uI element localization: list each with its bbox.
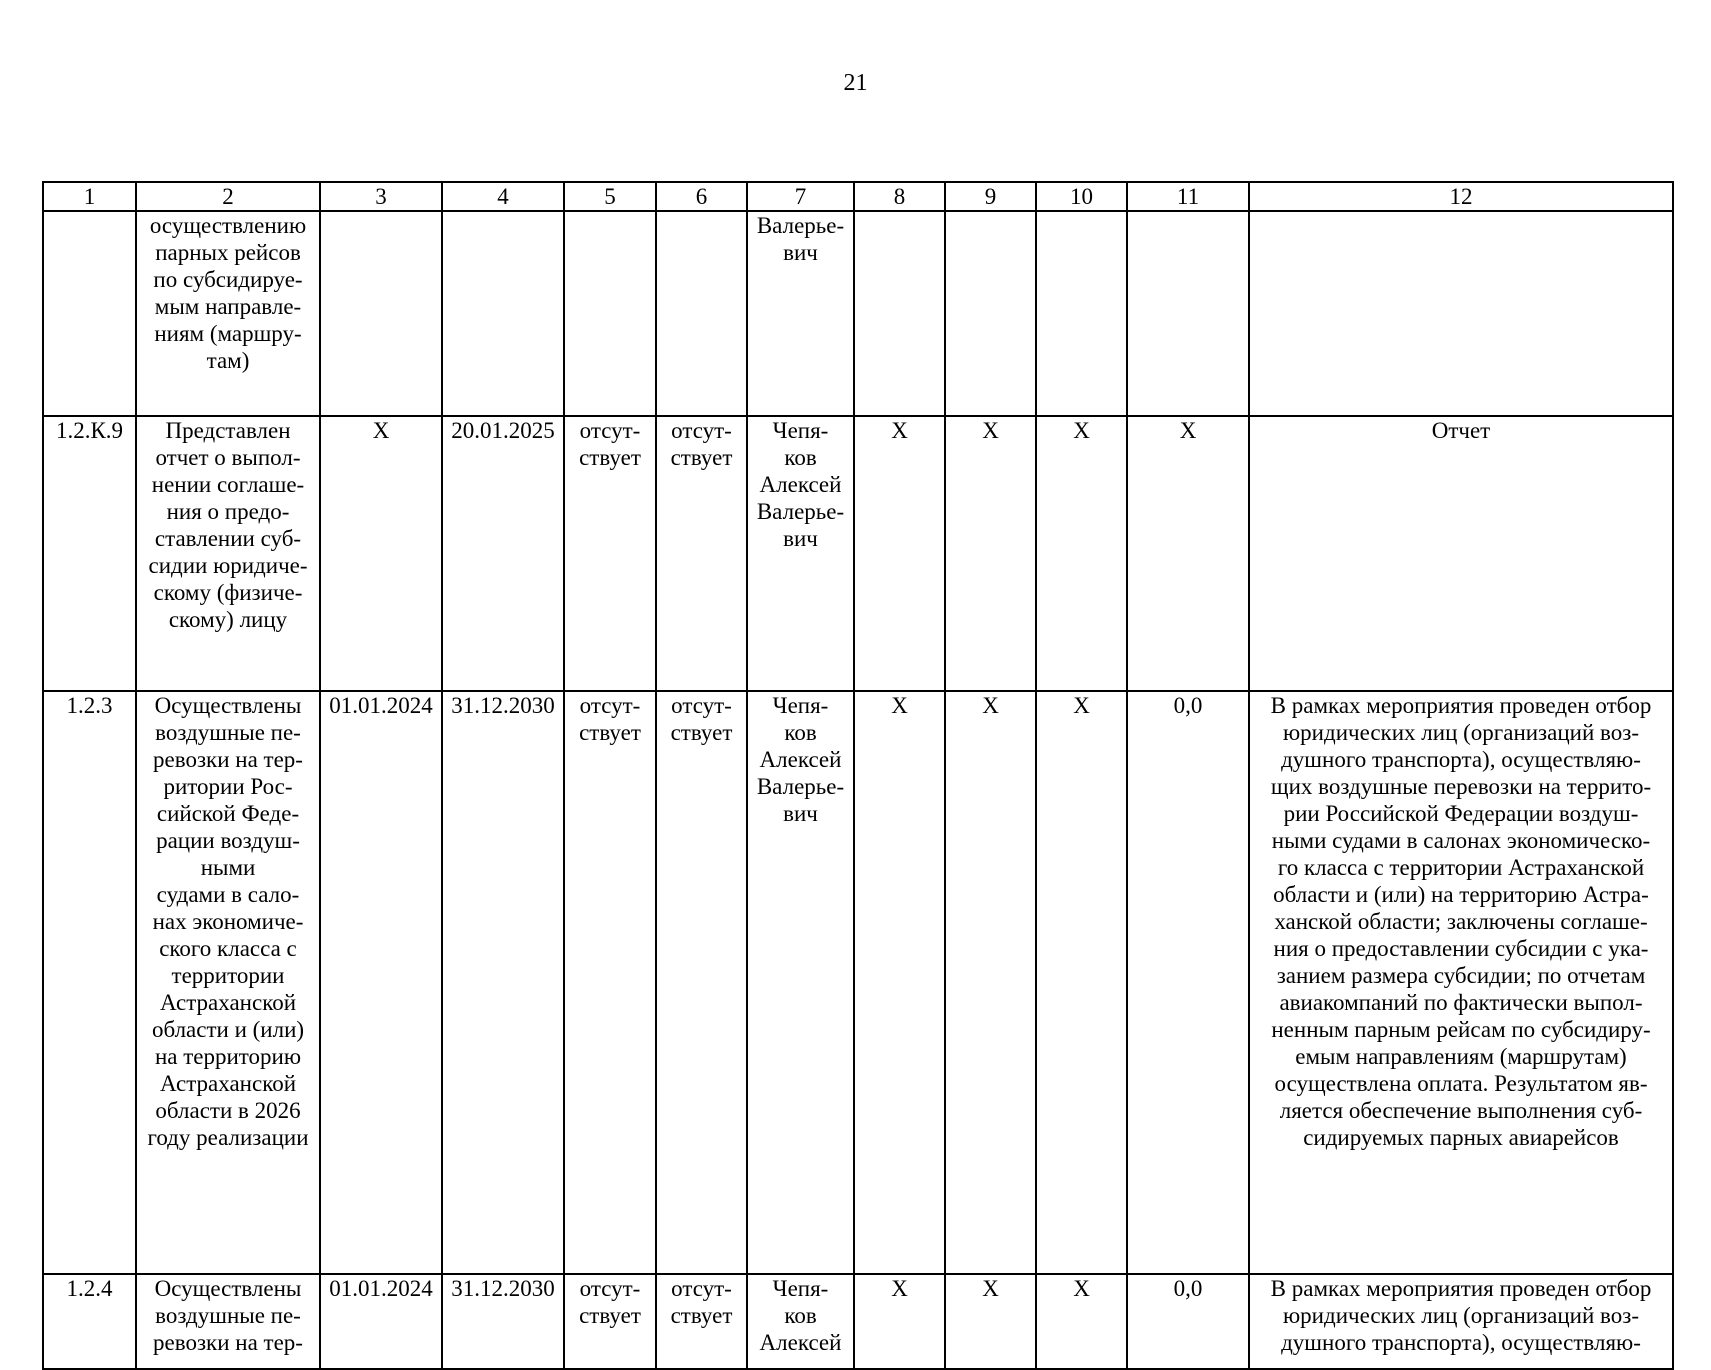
cell-text-line: судами в сало-	[156, 882, 300, 907]
table-cell	[1127, 211, 1249, 416]
page-number: 21	[843, 70, 868, 96]
cell-text-line: 0,0	[1173, 693, 1203, 718]
table-cell	[945, 211, 1036, 416]
cell-text-line: осуществлена оплата. Результатом яв-	[1274, 1071, 1648, 1096]
cell-text-line: занием размера субсидии; по отчетам	[1276, 963, 1646, 988]
cell-text-line: ствует	[579, 720, 641, 745]
cell-text-line: ствует	[579, 1303, 641, 1328]
cell-text-line: Алексей	[759, 1330, 842, 1355]
cell-text-line: Валерье-	[756, 213, 845, 238]
cell-text-line: ляется обеспечение выполнения суб-	[1279, 1098, 1643, 1123]
table-cell	[442, 691, 564, 1274]
table-cell	[1036, 691, 1127, 1274]
cell-text-line: Х	[982, 418, 999, 443]
table-cell	[1249, 1274, 1673, 1369]
cell-text-line: ниям (маршру-	[154, 321, 302, 346]
cell-text-line: ствует	[579, 445, 641, 470]
cell-text-line: ков	[784, 1303, 817, 1328]
cell-text-line: 20.01.2025	[451, 418, 555, 443]
cell-text-line: Алексей	[759, 747, 842, 772]
cell-text-line: ния о предо-	[166, 499, 290, 524]
cell-text-line: 0,0	[1173, 1276, 1203, 1301]
cell-text-line: юридических лиц (организаций воз-	[1283, 1303, 1639, 1328]
table-cell	[945, 1274, 1036, 1369]
cell-text-line: рии Российской Федерации воздуш-	[1283, 801, 1639, 826]
table-cell	[1249, 691, 1673, 1274]
cell-text-line: В рамках мероприятия проведен отбор	[1270, 693, 1652, 718]
cell-text-line: Х	[1179, 418, 1197, 443]
cell-text-line: воздушные пе-	[155, 1303, 301, 1328]
cell-text-line: отсут-	[671, 693, 732, 718]
table-cell	[1249, 416, 1673, 691]
cell-text-line: Х	[1073, 418, 1090, 443]
table-cell	[43, 691, 136, 1274]
cell-text-line: 1.2.4	[66, 1276, 113, 1301]
table-cell	[136, 1274, 320, 1369]
table-cell	[747, 416, 854, 691]
table-cell	[320, 211, 442, 416]
table-cell	[854, 691, 945, 1274]
table-cell	[656, 211, 747, 416]
cell-text-line: ревозки на тер-	[153, 747, 303, 772]
column-header: 10	[1036, 182, 1127, 211]
table-cell	[320, 691, 442, 1274]
cell-text-line: ными	[200, 855, 256, 880]
column-header: 7	[747, 182, 854, 211]
table-cell	[564, 1274, 656, 1369]
column-header: 12	[1249, 182, 1673, 211]
cell-text-line: 01.01.2024	[329, 1276, 433, 1301]
column-header: 5	[564, 182, 656, 211]
cell-text-line: мым направле-	[154, 294, 302, 319]
cell-text-line: области в 2026	[155, 1098, 301, 1123]
table-cell	[656, 416, 747, 691]
cell-text-line: отсут-	[671, 1276, 732, 1301]
cell-text-line: ков	[784, 445, 817, 470]
cell-text-line: воздушные пе-	[155, 720, 301, 745]
cell-text-line: Осуществлены	[154, 693, 302, 718]
table-cell	[1127, 416, 1249, 691]
cell-text-line: отсут-	[579, 418, 641, 443]
table-cell	[854, 416, 945, 691]
table-cell	[564, 691, 656, 1274]
table-cell	[1249, 211, 1673, 416]
cell-text-line: Х	[891, 1276, 908, 1301]
cell-text-line: году реализации	[147, 1125, 309, 1150]
table-cell	[747, 211, 854, 416]
table-cell	[1127, 1274, 1249, 1369]
cell-text-line: ского класса с	[159, 936, 297, 961]
table-cell	[442, 416, 564, 691]
column-header: 2	[136, 182, 320, 211]
cell-text-line: на территорию	[154, 1044, 302, 1069]
cell-text-line: ными судами в салонах экономическо-	[1271, 828, 1651, 853]
cell-text-line: ревозки на тер-	[153, 1330, 303, 1355]
cell-text-line: 31.12.2030	[451, 693, 555, 718]
cell-text-line: Х	[1073, 693, 1090, 718]
cell-text-line: Чепя-	[772, 693, 829, 718]
table-cell	[945, 691, 1036, 1274]
table-cell	[854, 1274, 945, 1369]
cell-text-line: ствует	[670, 720, 733, 745]
cell-text-line: В рамках мероприятия проведен отбор	[1270, 1276, 1652, 1301]
cell-text-line: скому (физиче-	[153, 580, 303, 605]
cell-text-line: Х	[982, 693, 999, 718]
cell-text-line: Х	[372, 418, 390, 443]
table-cell	[1127, 691, 1249, 1274]
table-cell	[43, 416, 136, 691]
table-cell	[136, 691, 320, 1274]
column-header: 11	[1127, 182, 1249, 211]
table-cell	[747, 1274, 854, 1369]
table-row	[43, 416, 1673, 691]
cell-text-line: рации воздуш-	[156, 828, 300, 853]
cell-text-line: по субсидируе-	[153, 267, 303, 292]
cell-text-line: Представлен	[165, 418, 291, 443]
cell-text-line: Х	[1073, 1276, 1090, 1301]
cell-text-line: вич	[783, 240, 818, 265]
table-cell	[564, 211, 656, 416]
cell-text-line: сийской Феде-	[156, 801, 300, 826]
table-cell	[1036, 211, 1127, 416]
table-cell	[945, 416, 1036, 691]
cell-text-line: области и (или) на территорию Астра-	[1273, 882, 1649, 907]
cell-text-line: Осуществлены	[154, 1276, 302, 1301]
header-row	[43, 182, 1673, 211]
cell-text-line: отсут-	[579, 1276, 641, 1301]
cell-text-line: территории	[171, 963, 285, 988]
cell-text-line: юридических лиц (организаций воз-	[1283, 720, 1639, 745]
cell-text-line: Валерье-	[756, 499, 845, 524]
table-cell	[656, 1274, 747, 1369]
cell-text-line: 01.01.2024	[329, 693, 433, 718]
cell-text-line: нах экономиче-	[152, 909, 304, 934]
cell-text-line: Х	[891, 418, 908, 443]
cell-text-line: ков	[784, 720, 817, 745]
cell-text-line: ставлении суб-	[154, 526, 302, 551]
cell-text-line: Чепя-	[772, 418, 829, 443]
cell-text-line: щих воздушные перевозки на террито-	[1270, 774, 1652, 799]
cell-text-line: вич	[783, 801, 818, 826]
column-header: 8	[854, 182, 945, 211]
cell-text-line: отчет о выпол-	[155, 445, 301, 470]
table-cell	[320, 416, 442, 691]
column-header: 9	[945, 182, 1036, 211]
cell-text-line: вич	[783, 526, 818, 551]
data-table	[42, 181, 1674, 1370]
column-header: 6	[656, 182, 747, 211]
table-cell	[136, 416, 320, 691]
cell-text-line: Астраханской	[159, 1071, 297, 1096]
table-row	[43, 691, 1673, 1274]
table-body	[43, 211, 1673, 1369]
table-cell	[442, 1274, 564, 1369]
table-cell	[564, 416, 656, 691]
cell-text-line: ритории Рос-	[163, 774, 293, 799]
table-cell	[1036, 416, 1127, 691]
cell-text-line: емым направлениям (маршрутам)	[1295, 1044, 1627, 1069]
table-row	[43, 211, 1673, 416]
cell-text-line: ханской области; заключены соглаше-	[1274, 909, 1648, 934]
cell-text-line: Х	[982, 1276, 999, 1301]
table-cell	[43, 211, 136, 416]
cell-text-line: сидируемых парных авиарейсов	[1303, 1125, 1619, 1150]
cell-text-line: парных рейсов	[155, 240, 301, 265]
cell-text-line: сидии юридиче-	[148, 553, 308, 578]
cell-text-line: отсут-	[579, 693, 641, 718]
table-cell	[442, 211, 564, 416]
cell-text-line: отсут-	[671, 418, 732, 443]
column-header: 1	[43, 182, 136, 211]
cell-text-line: осуществлению	[149, 213, 307, 238]
cell-text-line: ствует	[670, 445, 733, 470]
cell-text-line: Х	[891, 693, 908, 718]
cell-text-line: ненным парным рейсам по субсидиру-	[1271, 1017, 1651, 1042]
cell-text-line: 1.2.3	[66, 693, 113, 718]
cell-text-line: Алексей	[759, 472, 842, 497]
cell-text-line: там)	[206, 348, 250, 373]
cell-text-line: нении соглаше-	[151, 472, 305, 497]
cell-text-line: области и (или)	[151, 1017, 305, 1042]
table-cell	[136, 211, 320, 416]
cell-text-line: Отчет	[1431, 418, 1491, 443]
column-header: 3	[320, 182, 442, 211]
cell-text-line: авиакомпаний по фактически выпол-	[1279, 990, 1643, 1015]
cell-text-line: ния о предоставлении субсидии с ука-	[1273, 936, 1649, 961]
table-cell	[1036, 1274, 1127, 1369]
cell-text-line: 1.2.К.9	[55, 418, 124, 443]
cell-text-line: душного транспорта), осуществляю-	[1281, 747, 1641, 772]
cell-text-line: ствует	[670, 1303, 733, 1328]
cell-text-line: Чепя-	[772, 1276, 829, 1301]
cell-text-line: 31.12.2030	[451, 1276, 555, 1301]
cell-text-line: го класса с территории Астраханской	[1277, 855, 1645, 880]
table-cell	[747, 691, 854, 1274]
cell-text-line: скому) лицу	[168, 607, 288, 632]
table-cell	[43, 1274, 136, 1369]
column-header: 4	[442, 182, 564, 211]
table-cell	[854, 211, 945, 416]
table-row	[43, 1274, 1673, 1369]
table-cell	[320, 1274, 442, 1369]
cell-text-line: душного транспорта), осуществляю-	[1281, 1330, 1641, 1355]
table-cell	[656, 691, 747, 1274]
cell-text-line: Астраханской	[159, 990, 297, 1015]
cell-text-line: Валерье-	[756, 774, 845, 799]
